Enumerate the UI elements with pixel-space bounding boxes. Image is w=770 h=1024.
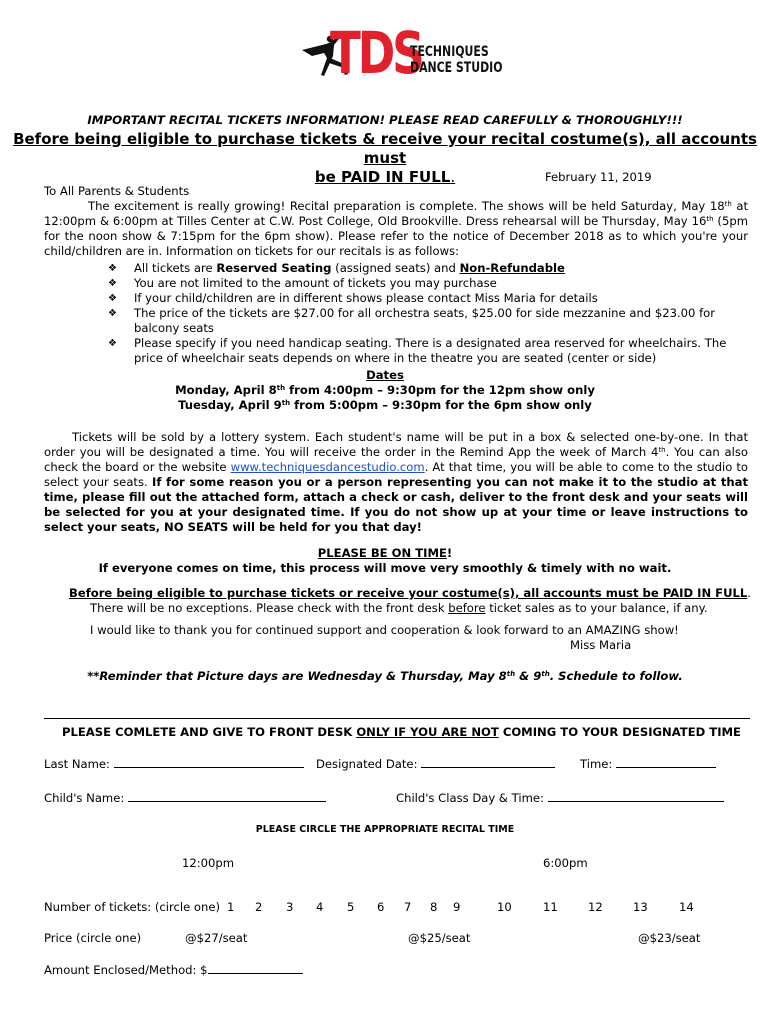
on-time-line: If everyone comes on time, this process will move very smoothly & timely with no wait. — [98, 561, 672, 575]
logo-mark: TDS — [330, 19, 422, 87]
price-option-25[interactable]: @$25/seat — [408, 931, 471, 945]
eligible-heading-line-1: Before being eligible to purchase tickets & receive your recital costume(s), all accounts must — [13, 130, 757, 167]
diamond-bullet-icon: ❖ — [108, 263, 117, 274]
on-time-section: PLEASE BE ON TIME! If everyone comes on time, this process will move very smoothly & timely with no wait. — [0, 546, 770, 576]
designated-date-label: Designated Date: — [316, 757, 418, 771]
time-field[interactable] — [580, 756, 716, 772]
time-blank[interactable] — [616, 756, 716, 768]
dates-section — [0, 368, 770, 413]
childs-name-field[interactable] — [44, 790, 326, 806]
class-day-time-field[interactable] — [396, 790, 724, 806]
last-name-blank[interactable] — [114, 756, 304, 768]
logo-line-2: DANCE STUDIO — [410, 60, 503, 76]
dates-heading: Dates — [366, 368, 404, 382]
letter-date: February 11, 2019 — [545, 170, 652, 184]
childs-name-blank[interactable] — [128, 790, 326, 802]
amount-enclosed-label: Amount Enclosed/Method: $ — [44, 963, 208, 977]
salutation: To All Parents & Students — [44, 184, 190, 198]
picture-day-reminder: **Reminder that Picture days are Wednesday & Thursday, May 8th & 9th. Schedule to follow. — [87, 669, 683, 683]
on-time-heading: PLEASE BE ON TIME — [317, 546, 447, 560]
class-day-time-blank[interactable] — [548, 790, 724, 802]
price-option-23[interactable]: @$23/seat — [638, 931, 701, 945]
no-exceptions-line: There will be no exceptions. Please check with the front desk before ticket sales as to your balance, if any. — [90, 601, 708, 615]
time-label: Time: — [580, 757, 613, 771]
website-link[interactable]: www.techniquesdancestudio.com — [230, 460, 425, 474]
last-name-label: Last Name: — [44, 757, 110, 771]
eligible-heading — [0, 130, 770, 187]
ticket-number-2[interactable]: 2 — [255, 900, 263, 914]
diamond-bullet-icon: ❖ — [108, 338, 117, 349]
tickets-label: Number of tickets: (circle one) — [44, 900, 221, 914]
class-day-time-label: Child's Class Day & Time: — [396, 791, 544, 805]
ticket-number-11[interactable]: 11 — [543, 900, 558, 914]
recital-time-12pm[interactable]: 12:00pm — [182, 856, 235, 870]
important-heading: IMPORTANT RECITAL TICKETS INFORMATION! PLEASE READ CAREFULLY & THOROUGHLY!!! — [87, 113, 683, 127]
diamond-bullet-icon: ❖ — [108, 278, 117, 289]
price-option-27[interactable]: @$27/seat — [185, 931, 248, 945]
eligible-heading-period: . — [450, 168, 456, 186]
list-item: ❖ If your child/children are in different shows please contact Miss Maria for details — [108, 291, 598, 305]
ticket-number-1[interactable]: 1 — [227, 900, 235, 914]
diamond-bullet-icon: ❖ — [108, 308, 117, 319]
childs-name-label: Child's Name: — [44, 791, 125, 805]
form-divider — [44, 718, 750, 719]
thanks-line: I would like to thank you for continued support and cooperation & look forward to an AMAZING show! — [90, 623, 679, 637]
studio-logo — [300, 19, 503, 90]
signature: Miss Maria — [570, 638, 632, 652]
list-item: ❖ All tickets are Reserved Seating (assigned seats) and Non-Refundable — [108, 261, 565, 275]
ticket-number-14[interactable]: 14 — [679, 900, 694, 914]
form-title: PLEASE COMLETE AND GIVE TO FRONT DESK ONLY IF YOU ARE NOT COMING TO YOUR DESIGNATED TIME — [62, 725, 741, 739]
ticket-info-list — [108, 261, 748, 366]
ticket-number-6[interactable]: 6 — [377, 900, 385, 914]
date-monday: Monday, April 8th from 4:00pm – 9:30pm for the 12pm show only — [175, 383, 595, 397]
paid-in-full-notice: Before being eligible to purchase tickets or receive your costume(s), all accounts must be PAID IN FULL. — [69, 586, 751, 600]
list-item: ❖ The price of the tickets are $27.00 for all orchestra seats, $25.00 for side mezzanine and $23.00 for balcony seats — [108, 306, 716, 335]
list-item: ❖ You are not limited to the amount of tickets you may purchase — [108, 276, 497, 290]
price-label: Price (circle one) — [44, 931, 142, 945]
ticket-number-9[interactable]: 9 — [453, 900, 461, 914]
ticket-number-8[interactable]: 8 — [430, 900, 438, 914]
recital-time-6pm[interactable]: 6:00pm — [543, 856, 588, 870]
logo-brand-name — [410, 44, 503, 76]
ticket-number-3[interactable]: 3 — [286, 900, 294, 914]
circle-time-heading: PLEASE CIRCLE THE APPROPRIATE RECITAL TIME — [255, 824, 515, 835]
ticket-number-5[interactable]: 5 — [347, 900, 355, 914]
logo-line-1: TECHNIQUES — [410, 44, 489, 60]
ticket-number-12[interactable]: 12 — [588, 900, 603, 914]
date-tuesday: Tuesday, April 9th from 5:00pm – 9:30pm for the 6pm show only — [178, 398, 592, 412]
diamond-bullet-icon: ❖ — [108, 293, 117, 304]
amount-enclosed-field[interactable] — [44, 962, 303, 978]
eligible-heading-line-2: be PAID IN FULL — [314, 168, 451, 186]
list-item: ❖ Please specify if you need handicap seating. There is a designated area reserved for wheelchairs. The price of wheelchair seats depends on where in the theatre you are seated (center or side) — [108, 336, 727, 365]
lottery-paragraph: Tickets will be sold by a lottery system. Each student's name will be put in a box & selected one-by-one. In that order you will be designated a time. You will receive the order in the Remind App the week of March 4th. You can also check the board or the website www.techniquesdancestudio.com. At that time, you will be able to come to the studio to select your seats. If for some reason you or a person representing you can not make it to the studio at that time, please fill out the attached form, attach a check or cash, deliver to the front desk and your seats will be selected for you at your designated time. If you do not show up at your time or leave instructions to select your seats, NO SEATS will be held for you that day! — [44, 430, 749, 534]
amount-enclosed-blank[interactable] — [208, 962, 303, 974]
ticket-number-7[interactable]: 7 — [404, 900, 412, 914]
last-name-field[interactable] — [44, 756, 304, 772]
designated-date-blank[interactable] — [421, 756, 555, 768]
ticket-number-13[interactable]: 13 — [633, 900, 648, 914]
intro-paragraph: The excitement is really growing! Recital preparation is complete. The shows will be held Saturday, May 18th at 12:00pm & 6:00pm at Tilles Center at C.W. Post College, Old Brookville. Dress rehearsal will be Thursday, May 16th (5pm for the noon show & 7:15pm for the 6pm show). Please refer to the notice of December 2018 as to which you're your child/children are in. Information on tickets for our recitals is as follows: — [44, 199, 748, 258]
ticket-number-4[interactable]: 4 — [316, 900, 324, 914]
ticket-number-10[interactable]: 10 — [497, 900, 512, 914]
designated-date-field[interactable] — [316, 756, 555, 772]
